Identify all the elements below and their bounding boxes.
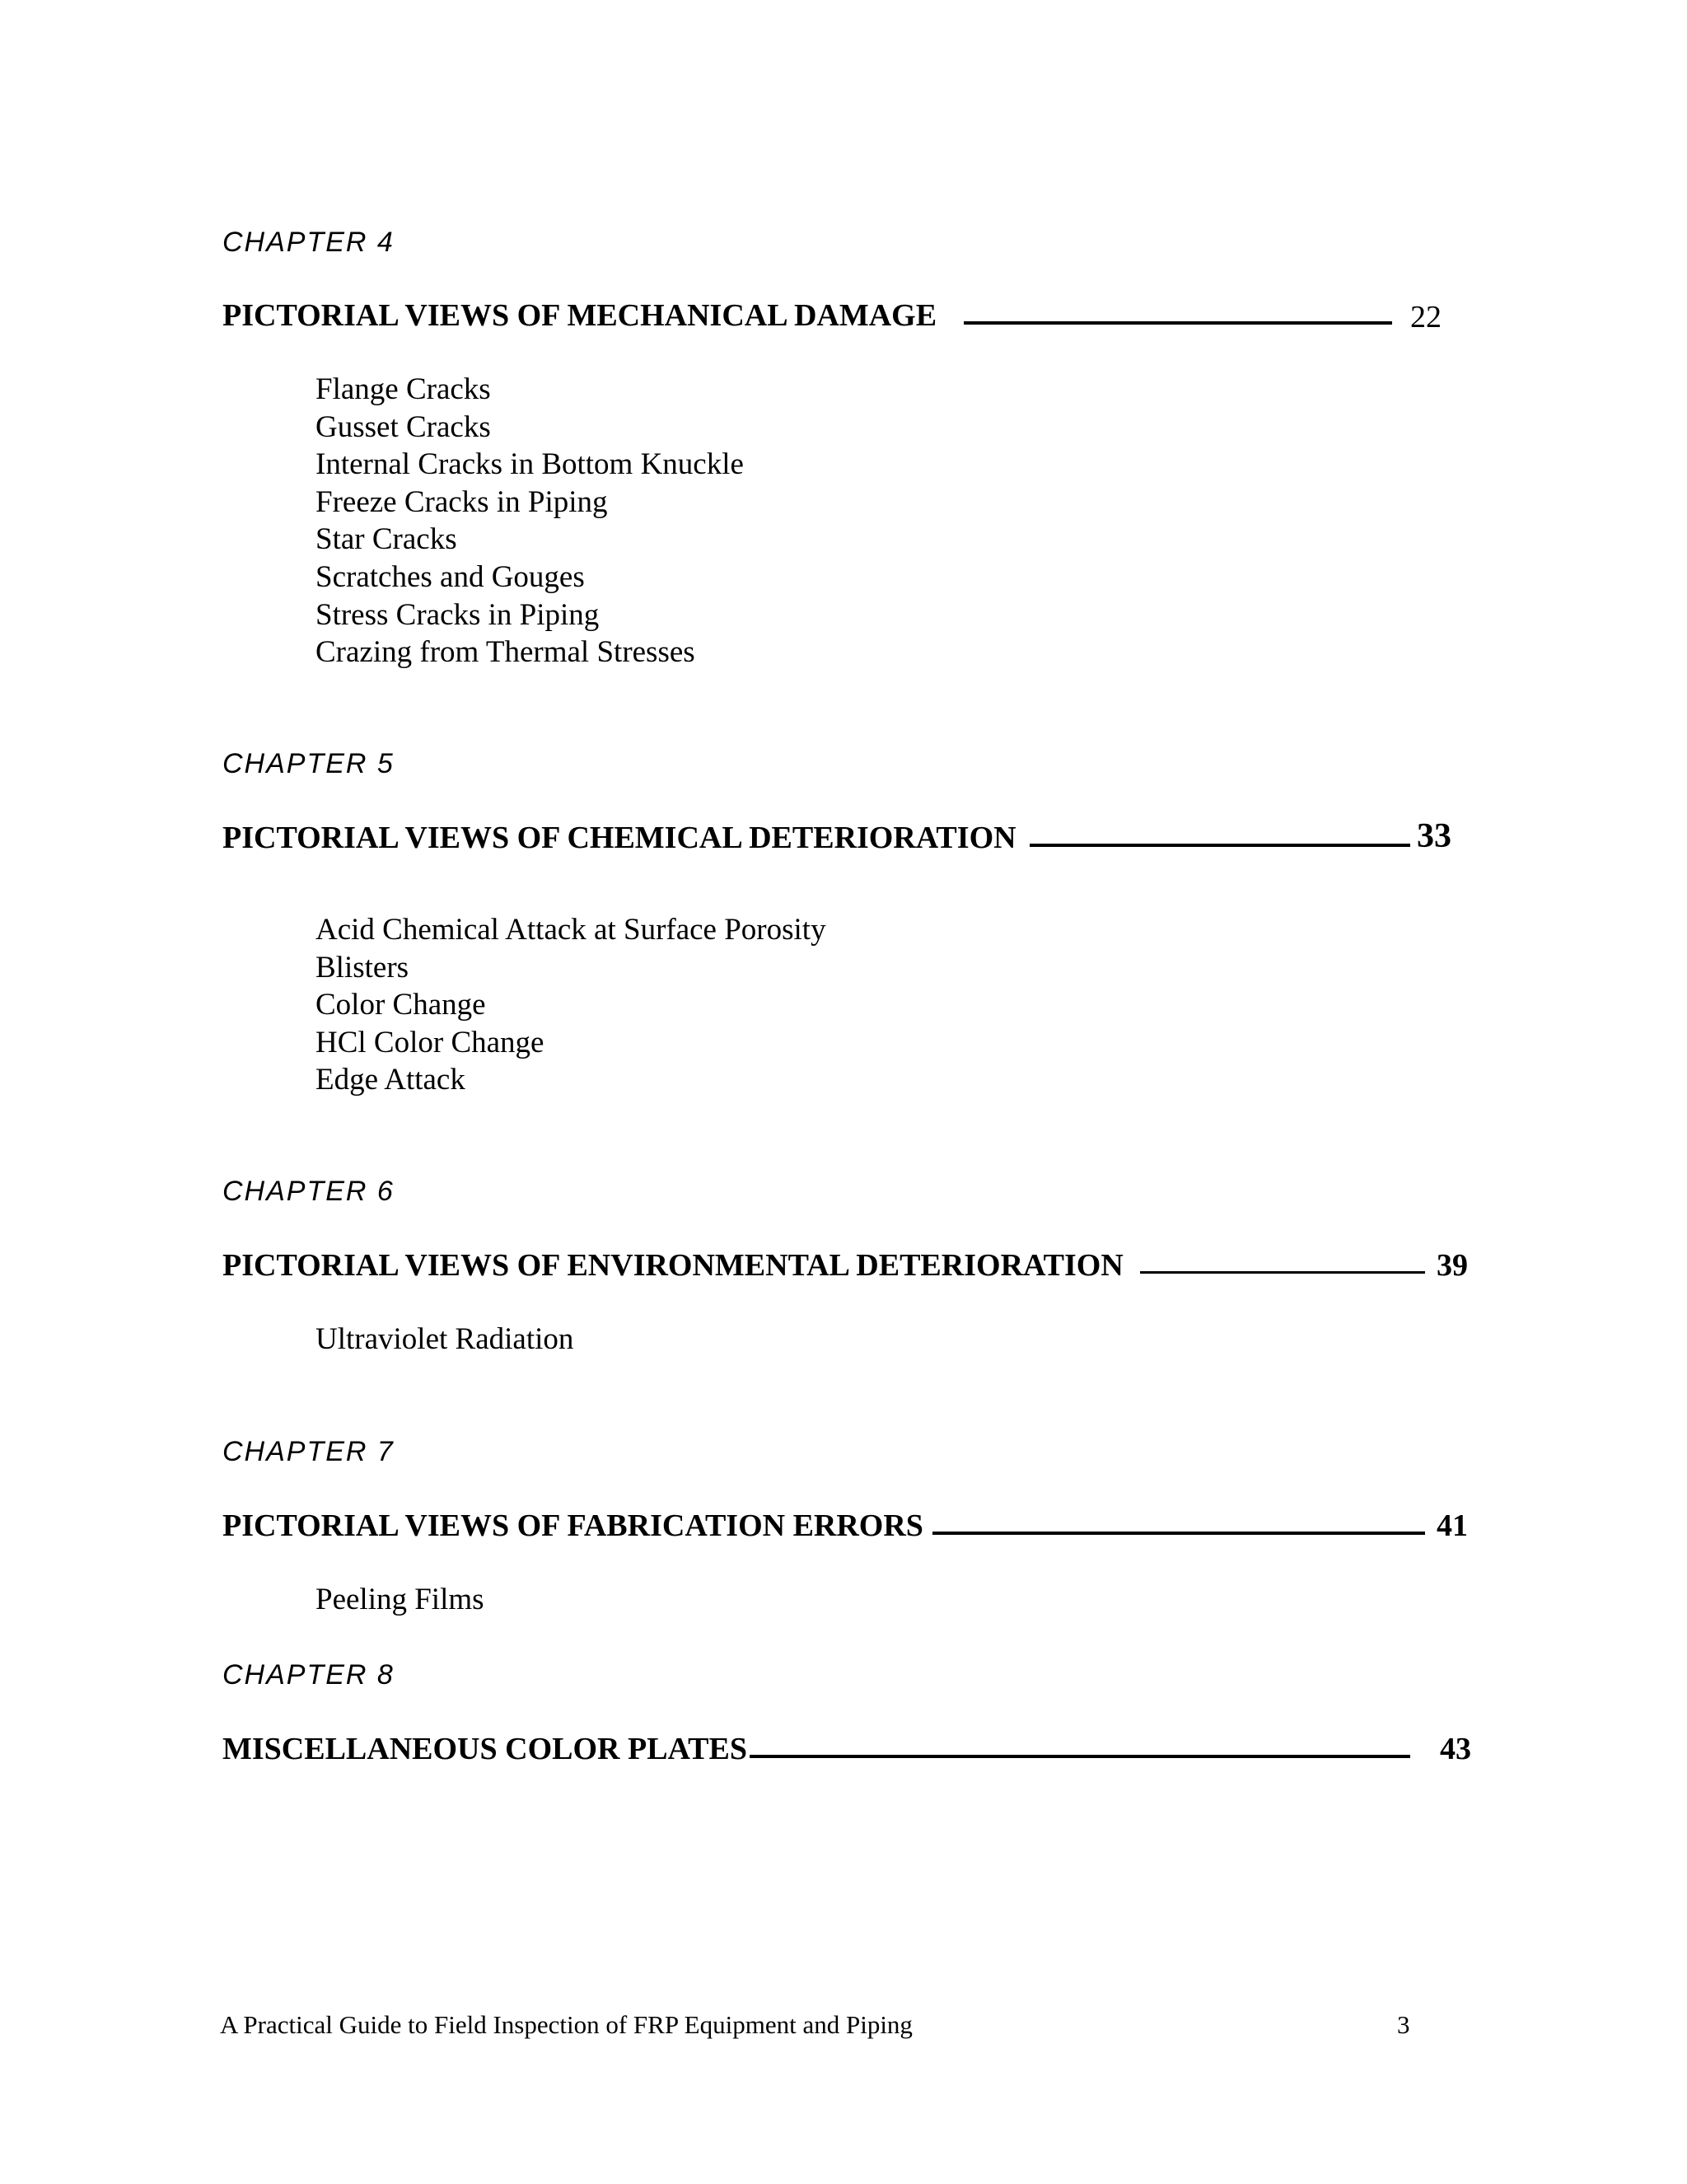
list-item: Stress Cracks in Piping (315, 597, 600, 632)
chapter-6-page: 39 (1437, 1248, 1468, 1283)
list-item: Flange Cracks (315, 372, 491, 406)
chapter-4-items (315, 371, 744, 671)
list-item: Ultraviolet Radiation (315, 1322, 574, 1356)
chapter-8-page: 43 (1440, 1732, 1471, 1766)
chapter-7-items (315, 1581, 484, 1619)
footer-page-number: 3 (1397, 2010, 1410, 2039)
chapter-6-title: PICTORIAL VIEWS OF ENVIRONMENTAL DETERIORATION (222, 1248, 1124, 1283)
list-item: Star Cracks (315, 522, 457, 557)
chapter-7-page: 41 (1437, 1508, 1468, 1543)
list-item: Crazing from Thermal Stresses (315, 635, 695, 670)
chapter-5-leader (1030, 844, 1410, 847)
chapter-5-title: PICTORIAL VIEWS OF CHEMICAL DETERIORATION (222, 821, 1016, 855)
chapter-4-label: CHAPTER 4 (222, 227, 395, 258)
chapter-8-label: CHAPTER 8 (222, 1659, 395, 1691)
list-item: Blisters (315, 950, 409, 984)
list-item: HCl Color Change (315, 1025, 544, 1059)
chapter-6-leader (1140, 1271, 1425, 1274)
chapter-4-leader (964, 321, 1392, 325)
chapter-4-title: PICTORIAL VIEWS OF MECHANICAL DAMAGE (222, 298, 937, 333)
chapter-7-leader (932, 1532, 1425, 1535)
chapter-6-items (315, 1321, 573, 1359)
chapter-8-leader (750, 1755, 1410, 1758)
list-item: Color Change (315, 988, 486, 1022)
chapter-7-title: PICTORIAL VIEWS OF FABRICATION ERRORS (222, 1508, 923, 1543)
chapter-8-title: MISCELLANEOUS COLOR PLATES (222, 1732, 747, 1766)
chapter-5-label: CHAPTER 5 (222, 748, 395, 779)
list-item: Peeling Films (315, 1583, 484, 1616)
chapter-6-label: CHAPTER 6 (222, 1176, 395, 1207)
list-item: Edge Attack (315, 1063, 465, 1097)
chapter-7-label: CHAPTER 7 (222, 1436, 395, 1467)
chapter-5-items (315, 911, 826, 1099)
list-item: Internal Cracks in Bottom Knuckle (315, 447, 744, 482)
list-item: Gusset Cracks (315, 409, 491, 444)
chapter-4-page: 22 (1410, 300, 1442, 334)
footer-book-title: A Practical Guide to Field Inspection of FRP Equipment and Piping (220, 2010, 913, 2039)
list-item: Scratches and Gouges (315, 559, 585, 594)
list-item: Acid Chemical Attack at Surface Porosity (315, 913, 826, 947)
list-item: Freeze Cracks in Piping (315, 484, 608, 519)
chapter-5-page: 33 (1417, 817, 1451, 855)
